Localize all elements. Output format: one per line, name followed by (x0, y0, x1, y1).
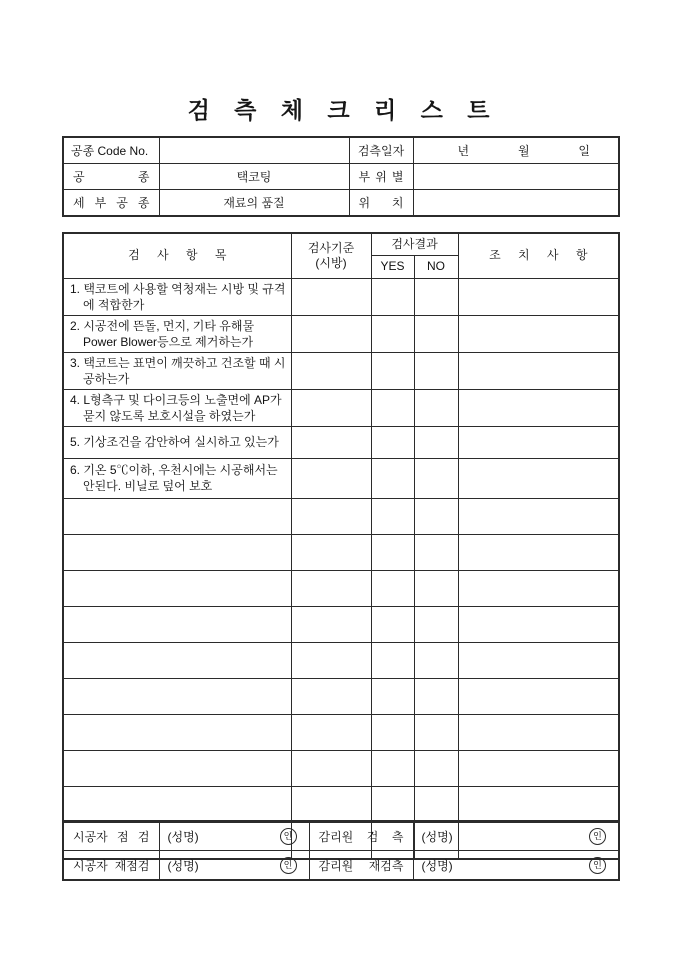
standard-label-line1: 검사기준 (307, 240, 355, 255)
inspection-date-value-cell[interactable] (413, 137, 619, 164)
yes-cell[interactable] (371, 786, 414, 822)
checklist-item-cell-empty[interactable] (63, 714, 291, 750)
checklist-empty-row (63, 570, 619, 606)
yes-cell[interactable] (371, 498, 414, 534)
seal-icon: 인 (589, 828, 606, 845)
inspection-standard-cell[interactable] (291, 786, 371, 822)
no-cell[interactable] (414, 786, 458, 822)
info-row-subworktype (63, 190, 619, 217)
info-row-worktype (63, 164, 619, 190)
work-type-value: 택코팅 (159, 164, 349, 190)
action-cell[interactable] (458, 534, 619, 570)
checklist-item-cell-empty[interactable] (63, 786, 291, 822)
checklist-item-cell-empty[interactable] (63, 750, 291, 786)
signoff-table (62, 820, 620, 881)
inspection-standard-cell[interactable] (291, 278, 371, 315)
inspection-standard-cell[interactable] (291, 458, 371, 498)
position-label: 위 치 (349, 190, 413, 217)
yes-cell[interactable] (371, 458, 414, 498)
checklist-row (63, 315, 619, 352)
yes-cell[interactable] (371, 570, 414, 606)
checklist-item-text: 1. 택코트에 사용할 역청재는 시방 및 규격에 적합한가 (63, 278, 291, 315)
col-header-result: 검사결과 (371, 233, 458, 255)
contractor-recheck-signature-cell[interactable] (159, 851, 309, 881)
checklist-item-cell-empty[interactable] (63, 606, 291, 642)
location-category-value-cell[interactable] (413, 164, 619, 190)
yes-cell[interactable] (371, 678, 414, 714)
checklist-item-cell-empty[interactable] (63, 534, 291, 570)
action-cell[interactable] (458, 389, 619, 426)
work-code-value-cell[interactable] (159, 137, 349, 164)
seal-icon: 인 (589, 857, 606, 874)
work-type-label: 공 종 (63, 164, 159, 190)
day-label: 일 (578, 144, 590, 158)
inspection-standard-cell[interactable] (291, 352, 371, 389)
action-cell[interactable] (458, 750, 619, 786)
supervisor-check-signature-cell[interactable] (413, 821, 619, 851)
inspection-standard-cell[interactable] (291, 534, 371, 570)
no-cell[interactable] (414, 315, 458, 352)
checklist-empty-row (63, 534, 619, 570)
name-label: (성명) (167, 829, 199, 844)
inspection-standard-cell[interactable] (291, 606, 371, 642)
no-cell[interactable] (414, 678, 458, 714)
action-cell[interactable] (458, 714, 619, 750)
signoff-row-check (63, 821, 619, 851)
action-cell[interactable] (458, 786, 619, 822)
checklist-row (63, 389, 619, 426)
sub-work-type-label: 세 부 공 종 (63, 190, 159, 217)
yes-cell[interactable] (371, 606, 414, 642)
month-label: 월 (517, 144, 530, 158)
action-cell[interactable] (458, 278, 619, 315)
action-cell[interactable] (458, 606, 619, 642)
no-cell[interactable] (414, 458, 458, 498)
no-cell[interactable] (414, 389, 458, 426)
checklist-empty-row (63, 786, 619, 822)
inspection-standard-cell[interactable] (291, 570, 371, 606)
checklist-item-text: 2. 시공전에 뜬돌, 먼지, 기타 유해물 Power Blower등으로 제거하는가 (63, 315, 291, 352)
no-cell[interactable] (414, 352, 458, 389)
checklist-item-cell-empty[interactable] (63, 498, 291, 534)
yes-cell[interactable] (371, 714, 414, 750)
supervisor-recheck-label: 감리원 재검측 (309, 851, 413, 881)
checklist-item-text: 5. 기상조건을 감안하여 실시하고 있는가 (63, 426, 291, 458)
inspection-standard-cell[interactable] (291, 315, 371, 352)
action-cell[interactable] (458, 458, 619, 498)
standard-label-line2: (시방) (315, 255, 347, 270)
seal-icon: 인 (280, 828, 297, 845)
signature-area (160, 857, 309, 874)
signature-area (414, 828, 619, 845)
action-cell[interactable] (458, 570, 619, 606)
signoff-row-recheck (63, 851, 619, 881)
col-header-action: 조 치 사 항 (458, 233, 619, 278)
inspection-standard-cell[interactable] (291, 678, 371, 714)
name-label: (성명) (167, 858, 199, 873)
contractor-check-signature-cell[interactable] (159, 821, 309, 851)
work-code-label: 공종 Code No. (63, 137, 159, 164)
contractor-check-label: 시공자 점 검 (63, 821, 159, 851)
no-cell[interactable] (414, 570, 458, 606)
inspection-date-label: 검측일자 (349, 137, 413, 164)
no-cell[interactable] (414, 426, 458, 458)
supervisor-check-label: 감리원 검 측 (309, 821, 413, 851)
yes-cell[interactable] (371, 534, 414, 570)
action-cell[interactable] (458, 426, 619, 458)
action-cell[interactable] (458, 642, 619, 678)
checklist-empty-row (63, 498, 619, 534)
signature-area (160, 828, 309, 845)
no-cell[interactable] (414, 642, 458, 678)
page-title: 검 측 체 크 리 스 트 (187, 97, 493, 123)
col-header-no: NO (414, 255, 458, 278)
no-cell[interactable] (414, 750, 458, 786)
checklist-empty-row (63, 714, 619, 750)
sub-work-type-value: 재료의 품질 (159, 190, 349, 217)
no-cell[interactable] (414, 278, 458, 315)
checklist-table (62, 232, 620, 860)
yes-cell[interactable] (371, 315, 414, 352)
col-header-standard (291, 233, 371, 278)
inspection-standard-cell[interactable] (291, 750, 371, 786)
checklist-empty-row (63, 642, 619, 678)
year-label: 년 (457, 144, 470, 158)
info-row-code (63, 137, 619, 164)
info-table (62, 136, 620, 217)
no-cell[interactable] (414, 714, 458, 750)
checklist-empty-row (63, 750, 619, 786)
checklist-item-cell-empty[interactable] (63, 570, 291, 606)
yes-cell[interactable] (371, 352, 414, 389)
no-cell[interactable] (414, 606, 458, 642)
yes-cell[interactable] (371, 750, 414, 786)
location-category-label: 부 위 별 (349, 164, 413, 190)
inspection-standard-cell[interactable] (291, 389, 371, 426)
date-units (414, 142, 619, 159)
inspection-standard-cell[interactable] (291, 642, 371, 678)
checklist-empty-row (63, 606, 619, 642)
inspection-standard-cell[interactable] (291, 714, 371, 750)
name-label: (성명) (421, 829, 453, 844)
col-header-yes: YES (371, 255, 414, 278)
seal-icon: 인 (280, 857, 297, 874)
position-value-cell[interactable] (413, 190, 619, 217)
no-cell[interactable] (414, 498, 458, 534)
signature-area (414, 857, 619, 874)
action-cell[interactable] (458, 678, 619, 714)
name-label: (성명) (421, 858, 453, 873)
checklist-row (63, 426, 619, 458)
yes-cell[interactable] (371, 389, 414, 426)
contractor-recheck-label: 시공자 재점검 (63, 851, 159, 881)
checklist-row (63, 458, 619, 498)
inspection-standard-cell[interactable] (291, 498, 371, 534)
yes-cell[interactable] (371, 278, 414, 315)
checklist-item-text: 4. L형측구 및 다이크등의 노출면에 AP가 묻지 않도록 보호시설을 하였는가 (63, 389, 291, 426)
checklist-item-text: 3. 택코트는 표면이 깨끗하고 건조할 때 시공하는가 (63, 352, 291, 389)
checklist-item-cell-empty[interactable] (63, 678, 291, 714)
action-cell[interactable] (458, 352, 619, 389)
header-row-1 (63, 233, 619, 255)
supervisor-recheck-signature-cell[interactable] (413, 851, 619, 881)
yes-cell[interactable] (371, 426, 414, 458)
action-cell[interactable] (458, 498, 619, 534)
inspection-standard-cell[interactable] (291, 426, 371, 458)
col-header-inspection-items: 검 사 항 목 (63, 233, 291, 278)
action-cell[interactable] (458, 315, 619, 352)
checklist-empty-row (63, 678, 619, 714)
checklist-body (63, 278, 619, 859)
yes-cell[interactable] (371, 642, 414, 678)
no-cell[interactable] (414, 534, 458, 570)
checklist-item-cell-empty[interactable] (63, 642, 291, 678)
checklist-row (63, 278, 619, 315)
checklist-row (63, 352, 619, 389)
checklist-item-text: 6. 기온 5℃이하, 우천시에는 시공해서는 안된다. 비닐로 덮어 보호 (63, 458, 291, 498)
